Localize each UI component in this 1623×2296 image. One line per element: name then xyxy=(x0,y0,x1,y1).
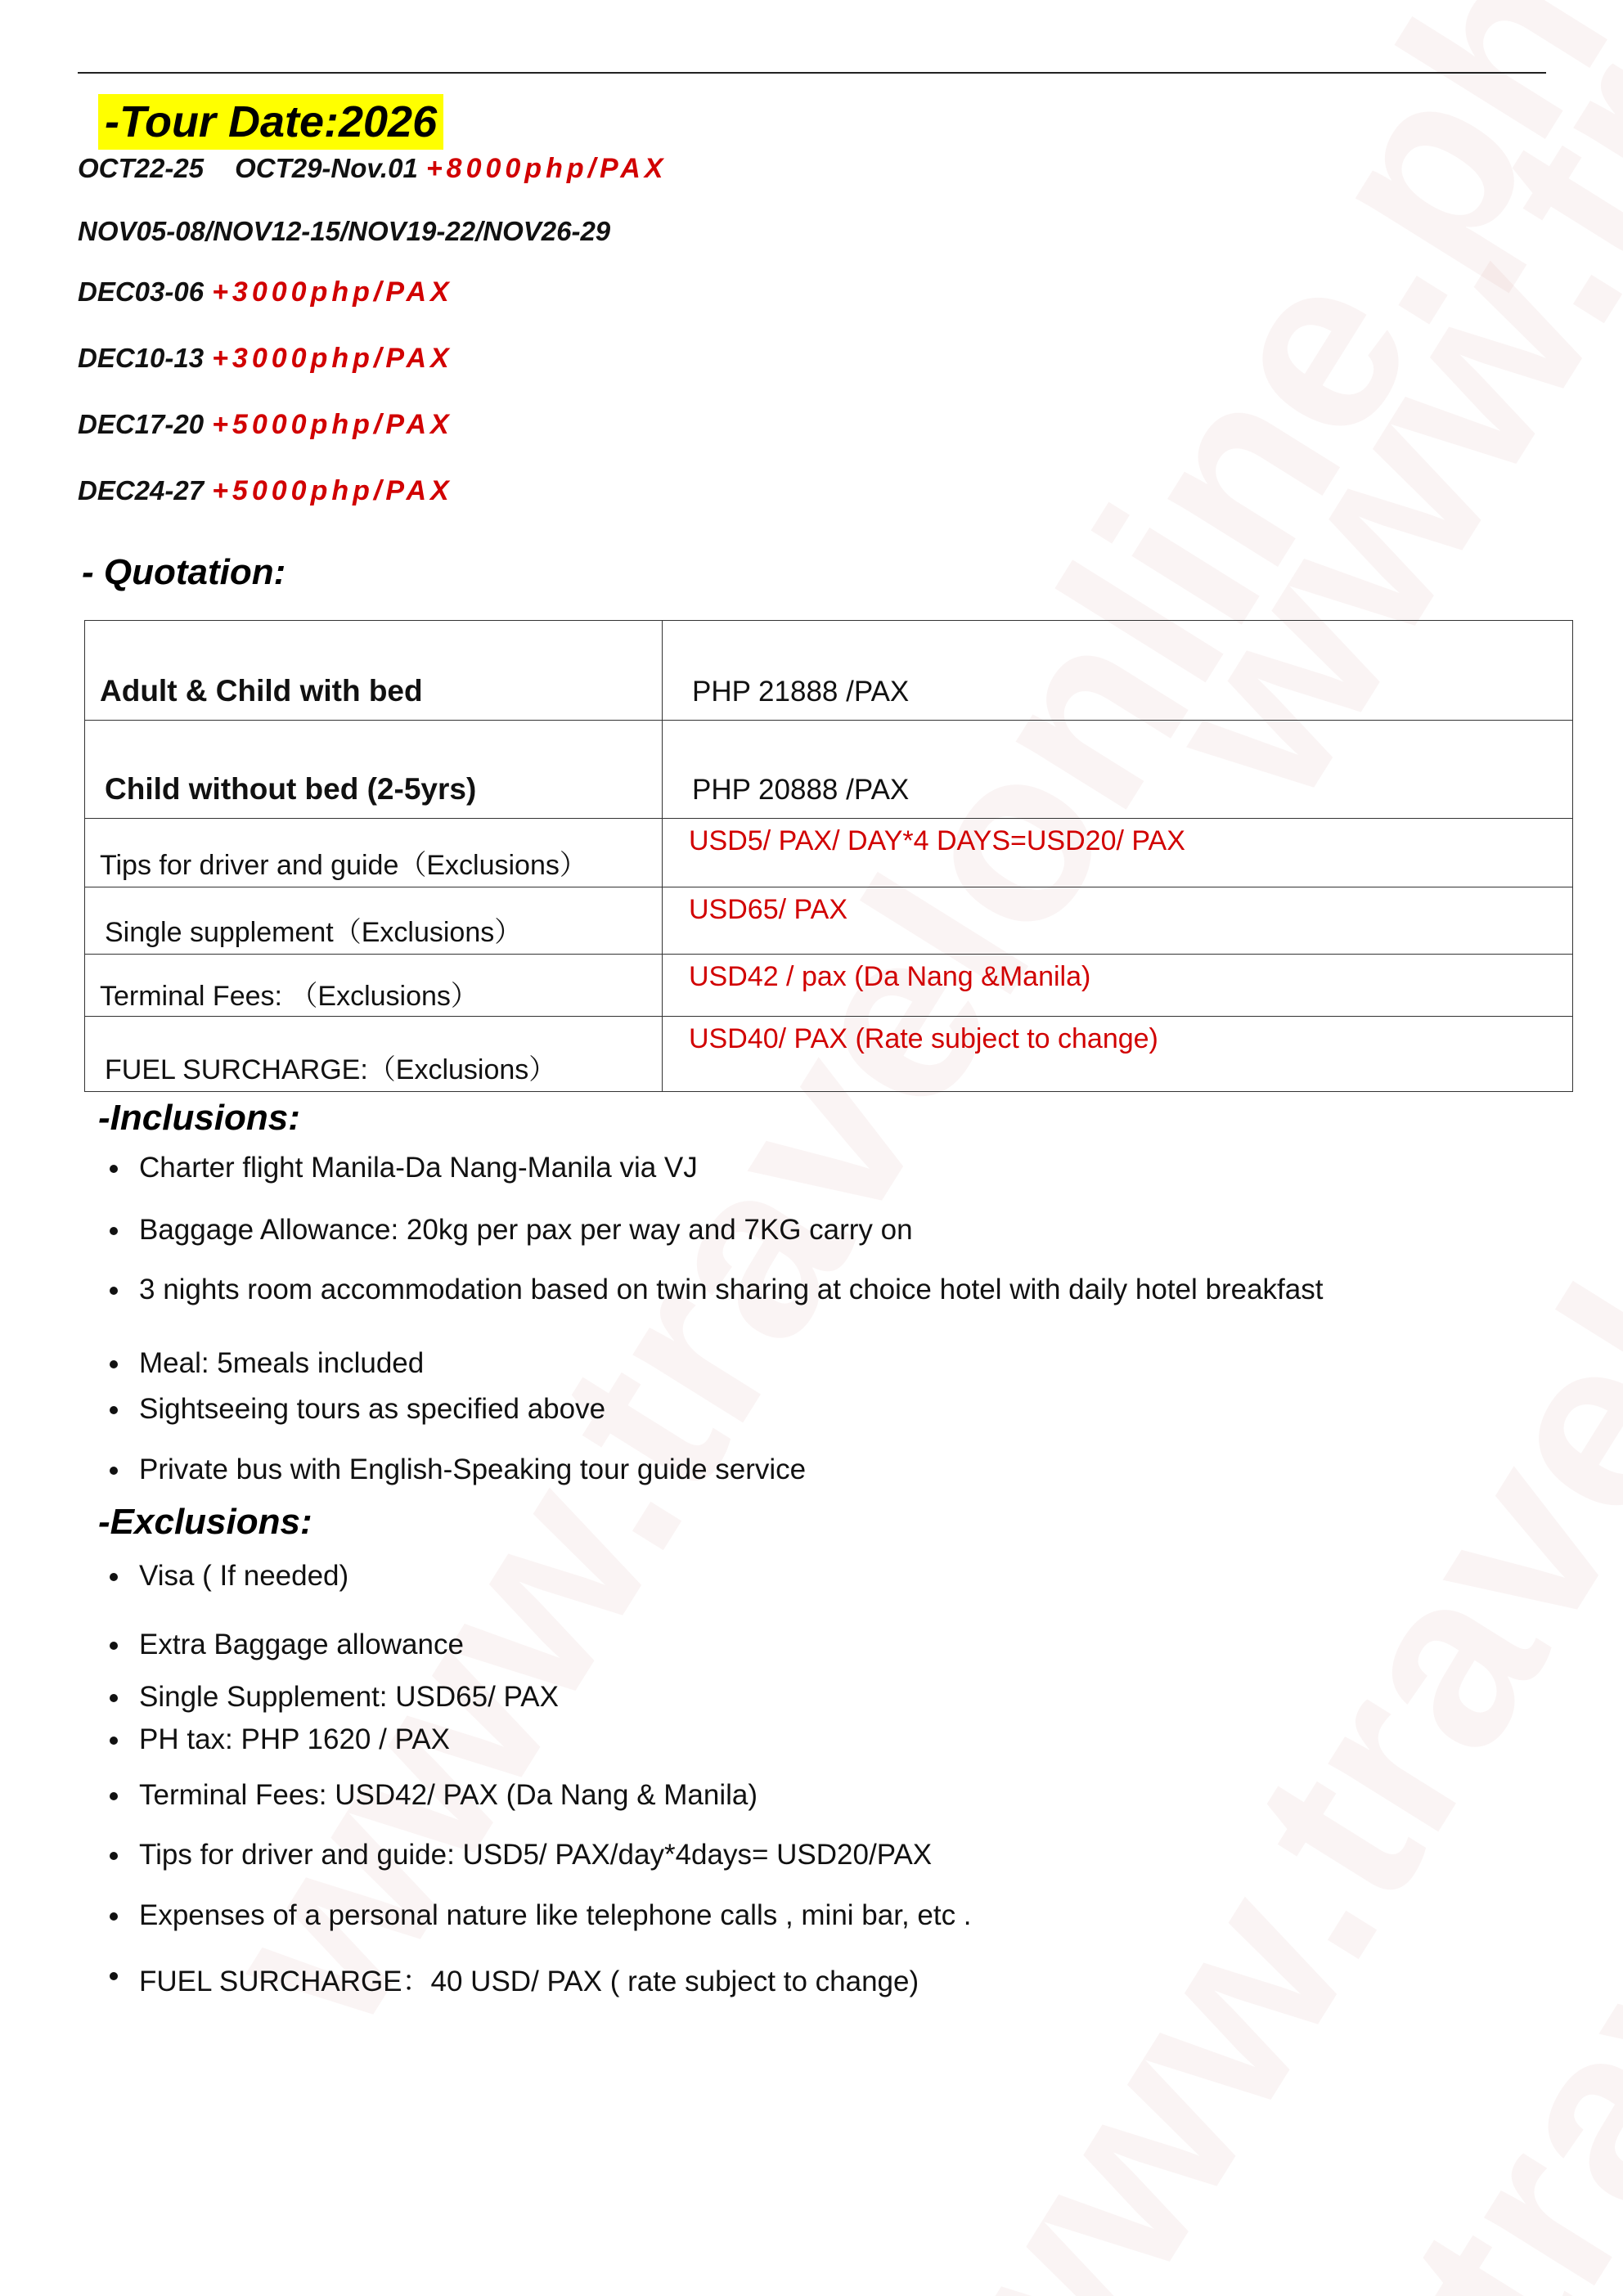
tour-dates: DEC24-27 xyxy=(78,475,205,505)
list-item: FUEL SURCHARGE：40 USD/ PAX ( rate subject to change) xyxy=(106,1959,919,2000)
quote-label: Single supplement（Exclusions） xyxy=(85,887,663,955)
inclusions-title: -Inclusions: xyxy=(98,1098,300,1138)
tour-date-row xyxy=(78,153,667,185)
list-item: Expenses of a personal nature like telephone calls , mini bar, etc . xyxy=(106,1899,972,1932)
surcharge-label: +5000php/PAX xyxy=(212,409,453,440)
list-item: Single Supplement: USD65/ PAX xyxy=(106,1681,559,1714)
list-item: Meal: 5meals included xyxy=(106,1347,424,1380)
tour-date-row xyxy=(78,475,453,507)
quote-value: USD42 / pax (Da Nang &Manila) xyxy=(663,955,1573,1017)
surcharge-label: +3000php/PAX xyxy=(212,276,453,308)
tour-dates: OCT29-Nov.01 xyxy=(235,153,418,183)
table-row xyxy=(85,819,1573,887)
tour-dates: DEC10-13 xyxy=(78,343,205,373)
quote-label: Terminal Fees: （Exclusions） xyxy=(85,955,663,1017)
list-item: Baggage Allowance: 20kg per pax per way and 7KG carry on xyxy=(106,1214,913,1247)
quote-value: USD40/ PAX (Rate subject to change) xyxy=(663,1017,1573,1092)
list-item: 3 nights room accommodation based on twin sharing at choice hotel with daily hotel breakfast xyxy=(106,1274,1323,1306)
surcharge-label: +3000php/PAX xyxy=(212,343,453,374)
exclusions-title: -Exclusions: xyxy=(98,1502,312,1542)
list-item: Terminal Fees: USD42/ PAX (Da Nang & Manila) xyxy=(106,1779,758,1812)
surcharge-label: +5000php/PAX xyxy=(212,475,453,506)
list-item: Visa ( If needed) xyxy=(106,1560,348,1593)
tour-dates: DEC17-20 xyxy=(78,409,205,439)
tour-date-row xyxy=(78,409,453,441)
surcharge-label: +8000php/PAX xyxy=(425,153,668,184)
quote-value: PHP 21888 /PAX xyxy=(663,621,1573,721)
tour-dates: OCT22-25 xyxy=(78,153,205,183)
quote-label: Adult & Child with bed xyxy=(85,621,663,721)
table-row xyxy=(85,1017,1573,1092)
tour-date-title: -Tour Date:2026 xyxy=(98,94,443,150)
list-item: Tips for driver and guide: USD5/ PAX/day*4days= USD20/PAX xyxy=(106,1839,932,1871)
list-item: Private bus with English-Speaking tour guide service xyxy=(106,1454,806,1486)
list-item: Extra Baggage allowance xyxy=(106,1629,464,1661)
table-row xyxy=(85,621,1573,721)
tour-date-row xyxy=(78,343,453,375)
tour-dates: NOV05-08/NOV12-15/NOV19-22/NOV26-29 xyxy=(78,216,611,246)
quote-value: USD5/ PAX/ DAY*4 DAYS=USD20/ PAX xyxy=(663,819,1573,887)
quotation-table xyxy=(84,620,1573,1092)
list-item: Sightseeing tours as specified above xyxy=(106,1393,605,1426)
tour-dates: DEC03-06 xyxy=(78,276,205,307)
quote-label: FUEL SURCHARGE:（Exclusions） xyxy=(85,1017,663,1092)
table-row xyxy=(85,955,1573,1017)
quote-label: Tips for driver and guide（Exclusions） xyxy=(85,819,663,887)
quote-value: USD65/ PAX xyxy=(663,887,1573,955)
quote-label: Child without bed (2-5yrs) xyxy=(85,721,663,819)
quotation-title: - Quotation: xyxy=(82,552,286,592)
tour-date-row xyxy=(78,276,453,308)
tour-date-row xyxy=(78,216,610,247)
table-row xyxy=(85,721,1573,819)
list-item: Charter flight Manila-Da Nang-Manila via VJ xyxy=(106,1152,698,1184)
table-row xyxy=(85,887,1573,955)
quote-value: PHP 20888 /PAX xyxy=(663,721,1573,819)
list-item: PH tax: PHP 1620 / PAX xyxy=(106,1723,450,1756)
header-rule xyxy=(78,72,1546,74)
